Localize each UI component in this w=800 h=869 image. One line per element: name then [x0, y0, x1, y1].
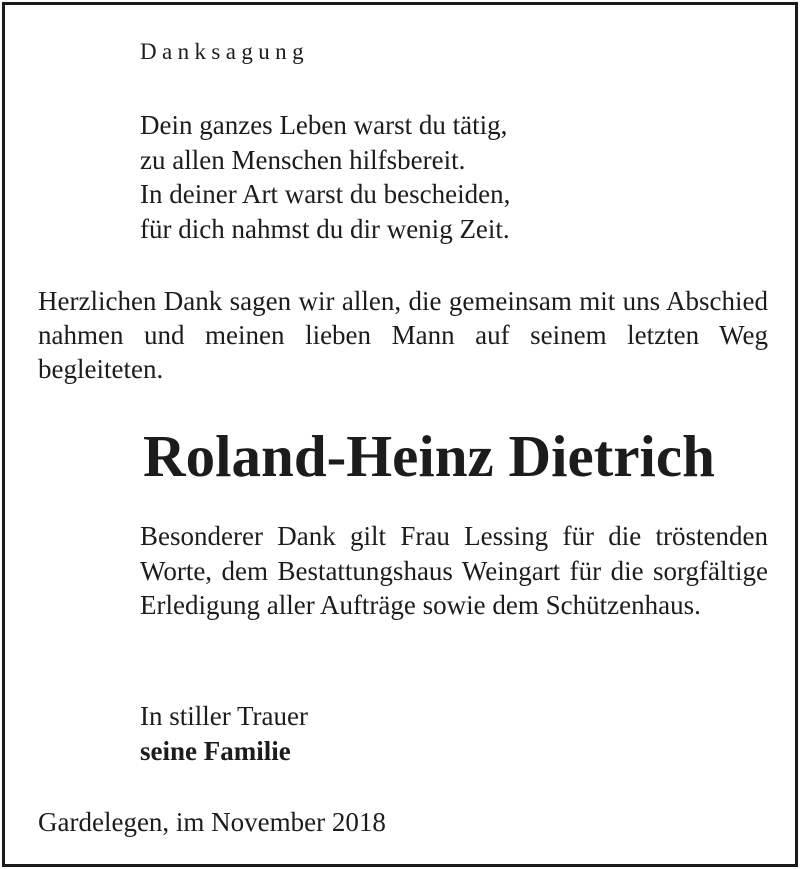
- verse-line: für dich nahmst du dir wenig Zeit.: [140, 213, 510, 244]
- mourning-signature: [140, 699, 308, 769]
- notice-heading: Danksagung: [140, 39, 309, 64]
- memorial-verse: [140, 108, 510, 246]
- mourning-line: In stiller Trauer: [140, 701, 308, 731]
- special-thanks-paragraph: Besonderer Dank gilt Frau Lessing für die tröstenden Worte, dem Bestattungshaus Weingart für die sorgfältige Erledigung aller Aufträge sowie dem Schützenhaus.: [140, 521, 768, 620]
- verse-line: In deiner Art warst du bescheiden,: [140, 179, 511, 209]
- obituary-notice: [2, 2, 798, 867]
- verse-line: zu allen Menschen hilfsbereit.: [140, 144, 466, 175]
- deceased-name: Roland-Heinz Dietrich: [143, 423, 715, 489]
- place-and-date: Gardelegen, im November 2018: [38, 807, 386, 837]
- family-signature: seine Familie: [140, 736, 291, 766]
- thanks-paragraph: Herzlichen Dank sagen wir allen, die gemeinsam mit uns Abschied nahmen und meinen lieben Mann auf seinem letzten Weg begleiteten.: [38, 286, 768, 384]
- verse-line: Dein ganzes Leben warst du tätig,: [140, 110, 508, 140]
